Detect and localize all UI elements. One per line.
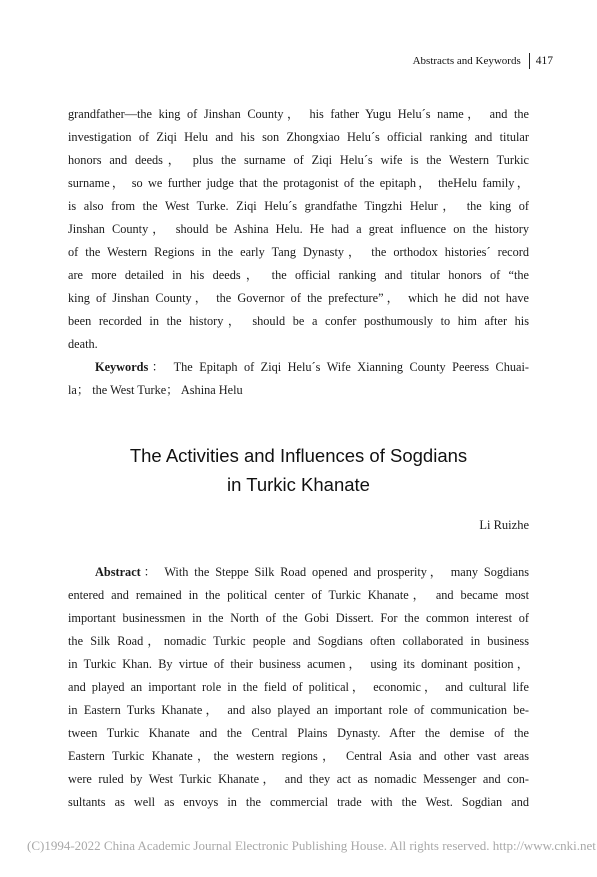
abstract-line: are more detailed in his deeds， the official ranking and titular honors of “the	[68, 268, 529, 282]
keywords-label: Keywords	[95, 360, 149, 374]
abstract-label: Abstract	[95, 565, 141, 579]
abstract-line: sultants as well as envoys in the commercial trade with the West. Sogdian and	[68, 795, 529, 809]
abstract-line: king of Jinshan County， the Governor of the prefecture”， which he did not have	[68, 291, 529, 305]
abstract-line: honors and deeds， plus the surname of Ziqi Helu´s wife is the Western Turkic	[68, 153, 529, 167]
abstract-line: Jinshan County， should be Ashina Helu. He had a great influence on the history	[68, 222, 529, 236]
abstract-line: important businessmen in the North of the Gobi Dissert. For the common interest of	[68, 611, 529, 625]
abstract-line: entered and remained in the political center of Turkic Khanate， and became most	[68, 588, 529, 602]
page-number: 417	[535, 55, 553, 67]
abstract-line: surname， so we further judge that the protagonist of the epitaph， theHelu family，	[68, 176, 529, 190]
abstract-line: tween Turkic Khanate and the Central Plains Dynasty. After the demise of the	[68, 726, 529, 740]
abstract-line: investigation of Ziqi Helu and his son Zhongxiao Helu´s official ranking and titular	[68, 130, 529, 144]
article-title	[0, 441, 597, 499]
abstract-line: is also from the West Turke. Ziqi Helu´s grandfathe Tingzhi Helur， the king of	[68, 199, 529, 213]
article-abstract	[68, 561, 529, 814]
previous-abstract	[68, 103, 529, 402]
abstract-line: the Silk Road，nomadic Turkic people and Sogdians often collaborated in business	[68, 634, 529, 648]
abstract-line: were ruled by West Turkic Khanate， and they act as nomadic Messenger and con-	[68, 772, 529, 786]
abstract-line: death.	[68, 337, 98, 351]
header-divider	[529, 53, 530, 69]
running-header	[413, 53, 553, 69]
abstract-first-line	[68, 561, 529, 584]
abstract-line: in Turkic Khan. By virtue of their business acumen， using its dominant position，	[68, 657, 529, 671]
abstract-line: and played an important role in the field of political， economic， and cultural life	[68, 680, 529, 694]
abstract-line: in Eastern Turks Khanate， and also played an important role of communication be-	[68, 703, 529, 717]
keywords-line	[68, 356, 529, 379]
article-title-line: in Turkic Khanate	[227, 474, 370, 495]
header-section-title: Abstracts and Keywords	[412, 55, 521, 67]
abstract-line: been recorded in the history， should be a confer posthumously to him after his	[68, 314, 529, 328]
abstract-line: grandfather—the king of Jinshan County， his father Yugu Helu´s name， and the	[68, 107, 529, 121]
copyright-footer: (C)1994-2022 China Academic Journal Electronic Publishing House. All rights reserved. http://www.cnki.net	[27, 838, 596, 853]
keywords-text: ： The Epitaph of Ziqi Helu´s Wife Xianning County Peeress Chuai-	[148, 360, 529, 374]
abstract-line: Eastern Turkic Khanate，the western regions， Central Asia and other vast areas	[68, 749, 529, 763]
article-title-line: The Activities and Influences of Sogdians	[129, 445, 468, 466]
article-author: Li Ruizhe	[479, 518, 529, 532]
keywords-line: la； the West Turke； Ashina Helu	[68, 383, 243, 397]
abstract-line: of the Western Regions in the early Tang Dynasty， the orthodox histories´ record	[68, 245, 529, 259]
abstract-text: ： With the Steppe Silk Road opened and prosperity， many Sogdians	[140, 565, 529, 579]
